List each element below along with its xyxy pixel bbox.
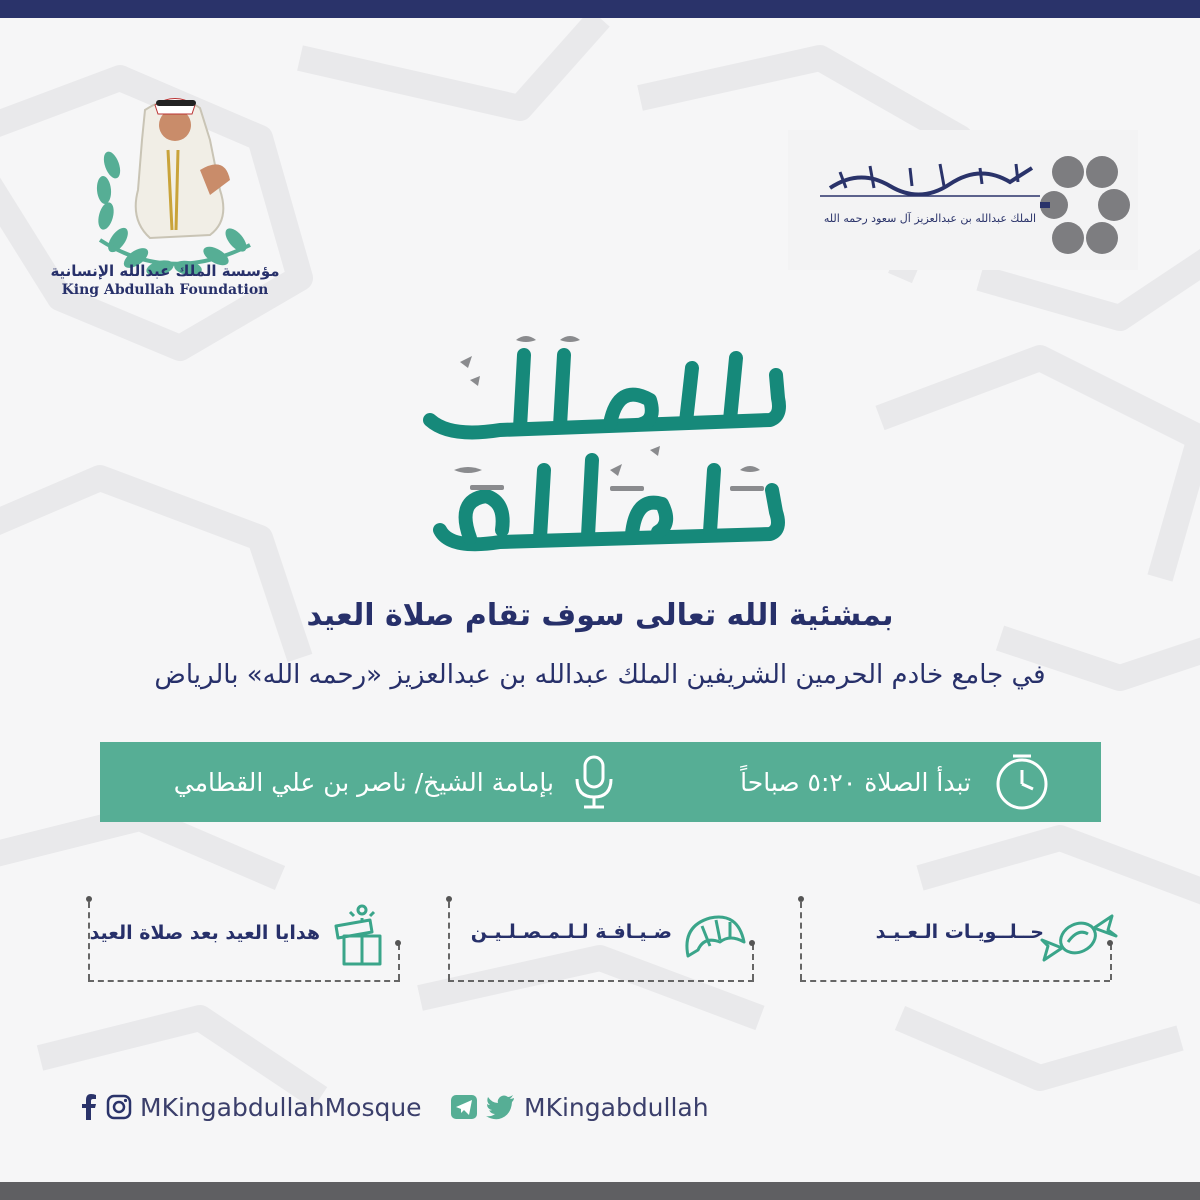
top-bar <box>0 0 1200 18</box>
candy-icon <box>1038 906 1118 966</box>
left-social-handle[interactable]: MKingabdullahMosque <box>140 1092 422 1122</box>
headline: بمشئية الله تعالى سوف تقام صلاة العيد <box>306 598 894 633</box>
social-right <box>450 1090 709 1124</box>
social-left <box>80 1090 422 1124</box>
prayer-info-banner <box>100 742 1101 822</box>
feature-sweets-label: حــلــويـات الـعـيـد <box>875 921 1044 943</box>
foundation-name-en: King Abdullah Foundation <box>61 282 269 298</box>
calligraphy-taqabbal-allah <box>410 320 800 570</box>
feature-sweets <box>798 896 1116 986</box>
subline-location: في جامع خادم الحرمين الشريفين الملك عبدالله بن عبدالعزيز «رحمه الله» بالرياض <box>154 660 1046 690</box>
prayer-imam-text: بإمامة الشيخ/ ناصر بن علي القطامي <box>173 767 554 797</box>
twitter-icon[interactable] <box>486 1094 516 1120</box>
right-social-handle[interactable]: MKingabdullah <box>524 1092 709 1122</box>
facebook-icon[interactable] <box>80 1094 98 1120</box>
feature-hospitality-label: ضـيـافـة لـلـمـصـلـيـن <box>470 921 672 943</box>
foundation-name-ar: مؤسسة الملك عبدالله الإنسانية <box>50 262 280 280</box>
prayer-imam <box>174 742 616 822</box>
microphone-icon <box>572 753 616 811</box>
croissant-icon <box>680 906 750 966</box>
bottom-bar <box>0 1182 1200 1200</box>
flower-emblem-icon <box>1040 150 1130 260</box>
prayer-time-text: تبدأ الصلاة ٥:٢٠ صباحاً <box>740 767 971 797</box>
mosque-subtitle: الملك عبدالله بن عبدالعزيز آل سعود رحمه الله <box>823 212 1037 225</box>
feature-gifts <box>86 896 404 986</box>
feature-gifts-label: هدايا العيد بعد صلاة العيد <box>89 922 320 944</box>
gift-box-icon <box>332 902 392 968</box>
clock-icon <box>993 753 1051 811</box>
feature-hospitality <box>446 896 758 986</box>
telegram-icon[interactable] <box>450 1094 478 1120</box>
mosque-calligraphy-title <box>820 158 1040 198</box>
prayer-time <box>740 742 1051 822</box>
instagram-icon[interactable] <box>106 1094 132 1120</box>
